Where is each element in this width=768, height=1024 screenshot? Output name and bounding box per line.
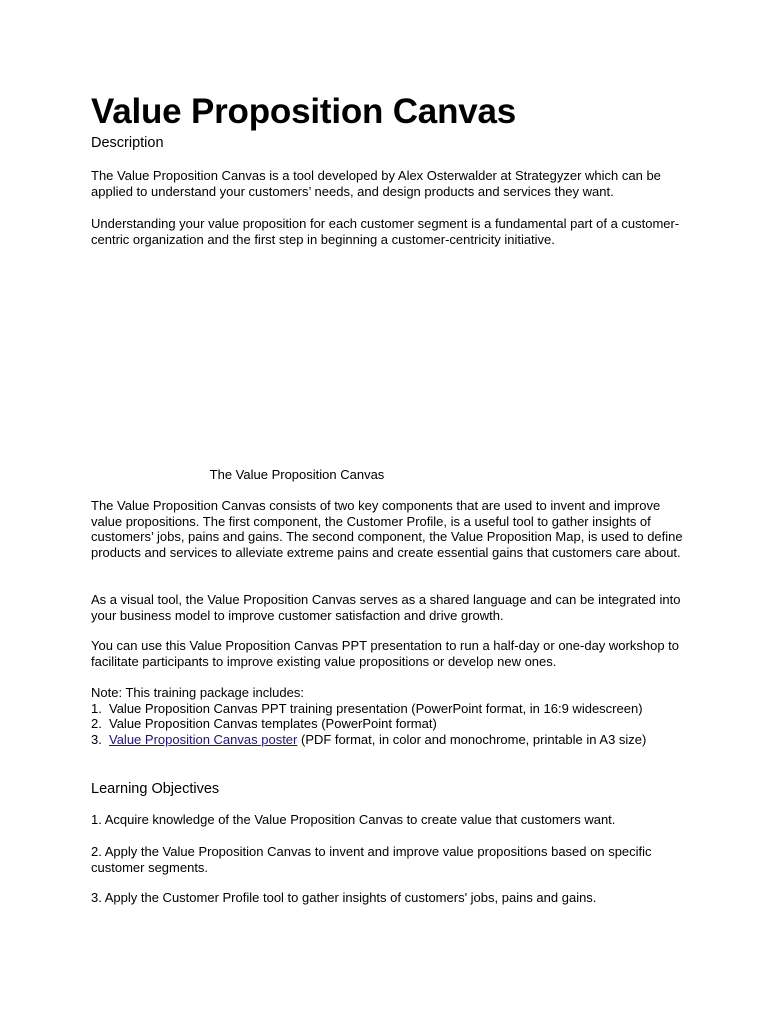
body-paragraph-3: You can use this Value Proposition Canvas PPT presentation to run a half-day or one-day workshop to facilitate participants to improve existing value propositions or develop new ones.: [91, 638, 680, 669]
body-paragraph-1: The Value Proposition Canvas consists of two key components that are used to invent and improve value propositions. The first component, the Customer Profile, is a useful tool to gather insights of customers’ jobs, pains and gains. The second component, the Value Proposition Map, is used to define products and services to alleviate extreme pains and create essential gains that customers care about.: [91, 498, 683, 560]
objective-1: 1. Acquire knowledge of the Value Proposition Canvas to create value that customers want.: [91, 812, 616, 827]
intro-paragraph-2: Understanding your value proposition for each customer segment is a fundamental part of a customer-centric organization and the first step in beginning a customer-centricity initiative.: [91, 216, 680, 247]
objective-2: 2. Apply the Value Proposition Canvas to invent and improve value propositions based on specific customer segments.: [91, 844, 652, 875]
note-intro: Note: This training package includes:: [91, 685, 304, 700]
list-number: 1.: [91, 700, 102, 716]
list-text: Value Proposition Canvas PPT training presentation (PowerPoint format, in 16:9 widescreen): [109, 700, 643, 716]
list-item: [91, 701, 691, 717]
package-note: [91, 685, 691, 747]
list-item: [91, 732, 691, 748]
list-number: 2.: [91, 716, 102, 732]
description-heading: Description: [91, 135, 164, 151]
page-title: Value Proposition Canvas: [91, 92, 517, 131]
intro-paragraph-1: The Value Proposition Canvas is a tool developed by Alex Osterwalder at Strategyzer which can be applied to understand your customers’ needs, and design products and services they want.: [91, 168, 661, 199]
list-item: [91, 716, 691, 732]
objectives-heading: Learning Objectives: [91, 781, 220, 797]
objective-3: 3. Apply the Customer Profile tool to gather insights of customers' jobs, pains and gains.: [91, 890, 597, 905]
list-text: (PDF format, in color and monochrome, printable in A3 size): [297, 731, 647, 747]
list-number: 3.: [91, 731, 102, 747]
list-text: Value Proposition Canvas templates (PowerPoint format): [109, 716, 437, 732]
figure-caption: The Value Proposition Canvas: [209, 467, 385, 482]
poster-link[interactable]: Value Proposition Canvas poster: [109, 731, 298, 747]
body-paragraph-2: As a visual tool, the Value Proposition Canvas serves as a shared language and can be integrated into your business model to improve customer satisfaction and drive growth.: [91, 592, 681, 623]
document-page: [91, 92, 691, 905]
